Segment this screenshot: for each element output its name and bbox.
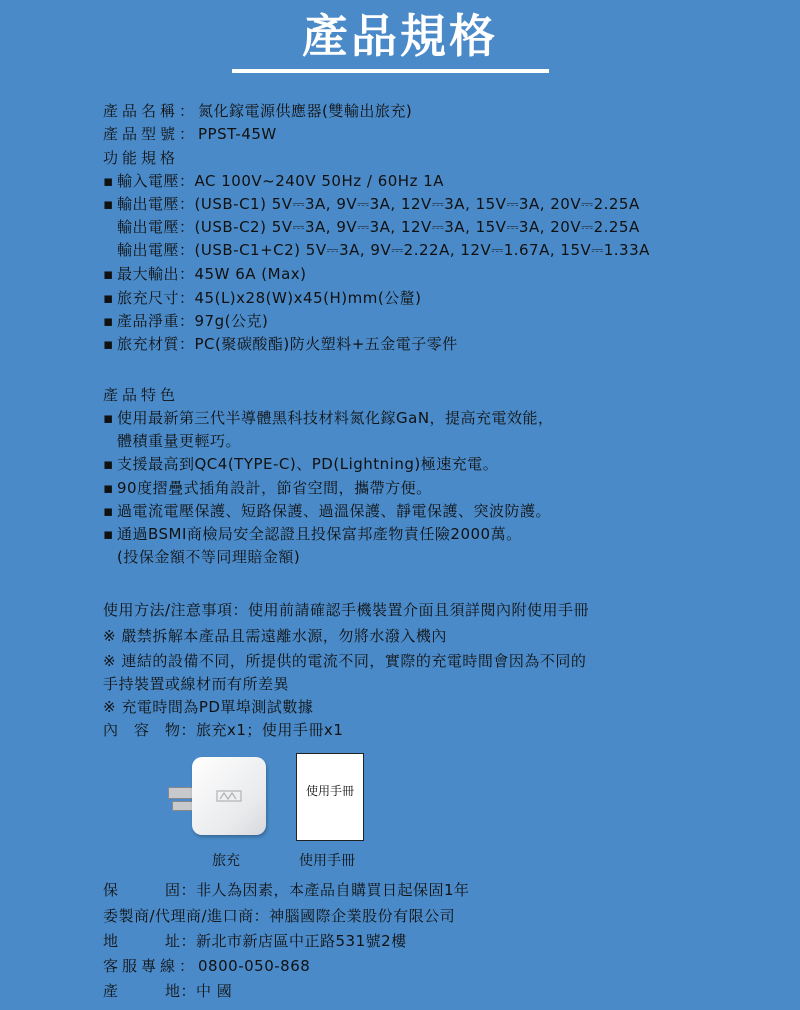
spec-item-value: (USB-C2) 5V⎓3A, 9V⎓3A, 12V⎓3A, 15V⎓3A, 20V⎓2.25A xyxy=(194,218,640,236)
footer-row xyxy=(103,931,407,951)
spec-item xyxy=(103,288,422,308)
spec-name-value: 氮化鎵電源供應器(雙輸出旅充) xyxy=(198,102,413,120)
spec-item-value: 45W 6A (Max) xyxy=(194,265,307,283)
manual-image: 使用手冊 xyxy=(296,753,364,841)
footer-label: 委製商/代理商/進口商： xyxy=(103,907,270,925)
feature-text: 通過BSMI商檢局安全認證且投保富邦產物責任險2000萬。 xyxy=(117,525,522,543)
feature-text: 使用最新第三代半導體黑科技材料氮化鎵GaN，提高充電效能， xyxy=(117,409,554,427)
usage-line: 手持裝置或線材而有所差異 xyxy=(103,675,290,693)
footer-value: 新北市新店區中正路531號2樓 xyxy=(196,932,407,950)
footer-value: 神腦國際企業股份有限公司 xyxy=(269,907,456,925)
spec-item-label: 輸入電壓： xyxy=(117,172,195,190)
spec-item xyxy=(103,334,458,354)
bullet: ▪ xyxy=(103,409,114,427)
feature-text: 90度摺疊式插角設計，節省空間，攜帶方便。 xyxy=(117,479,432,497)
spec-item-value: AC 100V~240V 50Hz / 60Hz 1A xyxy=(194,172,445,190)
feature-line xyxy=(103,408,554,428)
spec-item xyxy=(103,264,307,284)
spec-item-label: 產品淨重： xyxy=(117,312,195,330)
spec-item-value: (USB-C1+C2) 5V⎓3A, 9V⎓2.22A, 12V⎓1.67A, 15V⎓1.33A xyxy=(194,241,650,259)
charger-caption: 旅充 xyxy=(212,853,240,869)
feature-line xyxy=(103,501,551,521)
bullet: ▪ xyxy=(103,172,114,190)
bullet: ▪ xyxy=(103,265,114,283)
spec-model-label: 產品型號： xyxy=(103,125,199,143)
manual-caption: 使用手冊 xyxy=(299,853,355,869)
spec-item-value: PC(聚碳酸酯)防火塑料+五金電子零件 xyxy=(194,335,458,353)
spec-item-label: 輸出電壓： xyxy=(117,195,195,213)
logo-icon xyxy=(216,789,242,803)
footer-row xyxy=(103,981,232,1001)
title-underline xyxy=(232,69,549,73)
feature-text: 過電流電壓保護、短路保護、過溫保護、靜電保護、突波防護。 xyxy=(117,502,552,520)
footer-value: 0800-050-868 xyxy=(198,957,311,975)
contents-row xyxy=(103,720,343,740)
usage-line: ※ 充電時間為PD單埠測試數據 xyxy=(103,698,314,716)
feature-line xyxy=(103,524,522,544)
spec-item-label: 輸出電壓： xyxy=(117,218,195,236)
charger-body xyxy=(192,757,266,835)
contents-label: 內 容 物： xyxy=(103,721,197,739)
bullet: ▪ xyxy=(103,479,114,497)
footer-label: 地 址： xyxy=(103,932,197,950)
footer-value: 非人為因素，本產品自購買日起保固1年 xyxy=(196,881,470,899)
spec-item xyxy=(103,217,640,237)
bullet: ▪ xyxy=(103,502,114,520)
feature-text: 支援最高到QC4(TYPE-C)、PD(Lightning)極速充電。 xyxy=(117,455,499,473)
spec-item xyxy=(103,194,640,214)
usage-line: ※ 嚴禁拆解本產品且需遠離水源，勿將水潑入機內 xyxy=(103,627,447,645)
bullet: ▪ xyxy=(103,525,114,543)
spec-item-label: 旅充尺寸： xyxy=(117,289,195,307)
bullet: ▪ xyxy=(103,335,114,353)
spec-item xyxy=(103,240,650,260)
charger-prong xyxy=(168,787,194,799)
feature-text: 體積重量更輕巧。 xyxy=(117,432,242,450)
usage-line: 使用方法/注意事項：使用前請確認手機裝置介面且須詳閱內附使用手冊 xyxy=(103,601,590,619)
charger-prong xyxy=(172,801,194,811)
feature-line xyxy=(103,454,498,474)
spec-name-row xyxy=(103,101,412,121)
page-title: 產品規格 xyxy=(302,9,498,63)
footer-row xyxy=(103,906,455,926)
feature-line xyxy=(103,431,241,451)
contents-value: 旅充x1；使用手冊x1 xyxy=(196,721,344,739)
feature-text: (投保金額不等同理賠金額) xyxy=(117,548,301,566)
footer-label: 產 地： xyxy=(103,982,197,1000)
spec-item-label: 旅充材質： xyxy=(117,335,195,353)
usage-line: ※ 連結的設備不同，所提供的電流不同，實際的充電時間會因為不同的 xyxy=(103,652,587,670)
spec-item-value: 97g(公克) xyxy=(194,312,269,330)
feature-line xyxy=(103,547,300,567)
spec-model-row xyxy=(103,124,277,144)
bullet: ▪ xyxy=(103,455,114,473)
bullet: ▪ xyxy=(103,289,114,307)
footer-row xyxy=(103,880,470,900)
spec-item xyxy=(103,311,268,331)
spec-item-label: 最大輸出： xyxy=(117,265,195,283)
spec-item-value: (USB-C1) 5V⎓3A, 9V⎓3A, 12V⎓3A, 15V⎓3A, 20V⎓2.25A xyxy=(194,195,640,213)
spec-item-label: 輸出電壓： xyxy=(117,241,195,259)
features-heading: 產品特色 xyxy=(103,386,180,404)
bullet: ▪ xyxy=(103,195,114,213)
footer-value: 中 國 xyxy=(196,982,233,1000)
footer-label: 保 固： xyxy=(103,881,197,899)
bullet: ▪ xyxy=(103,312,114,330)
spec-model-value: PPST-45W xyxy=(198,125,277,143)
spec-name-label: 產品名稱： xyxy=(103,102,199,120)
spec-func-heading: 功能規格 xyxy=(103,149,180,167)
charger-image xyxy=(168,757,268,837)
feature-line xyxy=(103,478,432,498)
spec-item-value: 45(L)x28(W)x45(H)mm(公釐) xyxy=(194,289,422,307)
spec-item xyxy=(103,171,444,191)
footer-label: 客服專線： xyxy=(103,957,199,975)
footer-row xyxy=(103,956,310,976)
